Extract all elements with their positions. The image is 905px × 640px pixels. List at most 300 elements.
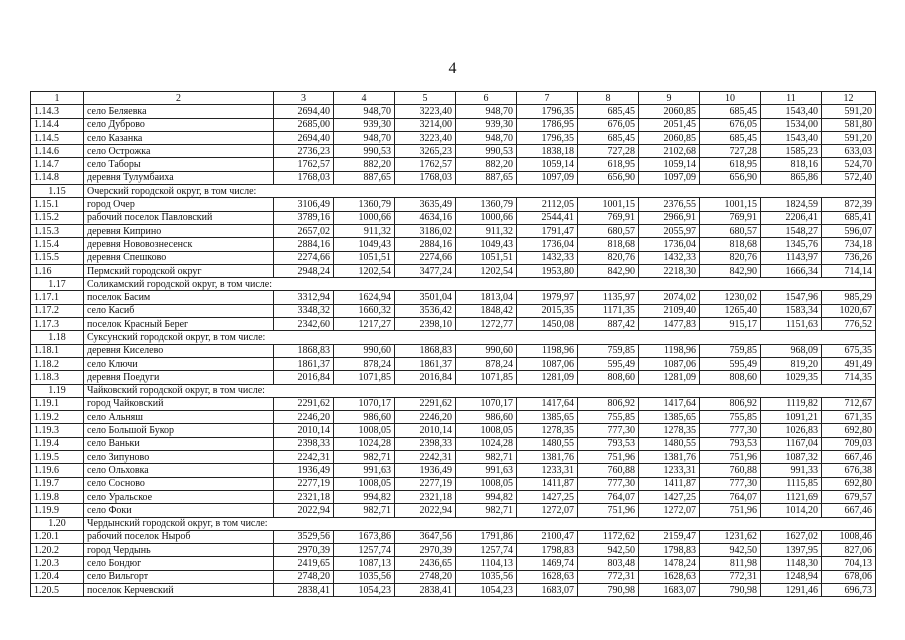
value-cell-col-9: 1628,63: [639, 570, 700, 583]
settlement-name: деревня Спешково: [84, 251, 274, 264]
value-cell-col-7: 1432,33: [517, 251, 578, 264]
value-cell-col-8: 751,96: [578, 451, 639, 464]
value-cell-col-8: 685,45: [578, 105, 639, 118]
section-row: [31, 331, 876, 344]
settlement-name: деревня Киселево: [84, 344, 274, 357]
value-cell-col-8: 818,68: [578, 238, 639, 251]
table-row: [31, 131, 876, 144]
value-cell-col-10: 760,88: [700, 464, 761, 477]
table-row: [31, 264, 876, 277]
value-cell-col-3: 2291,62: [274, 397, 334, 410]
value-cell-col-12: 667,46: [822, 451, 876, 464]
value-cell-col-4: 939,30: [334, 118, 395, 131]
value-cell-col-12: 572,40: [822, 171, 876, 184]
value-cell-col-8: 803,48: [578, 557, 639, 570]
row-code: 1.19.1: [31, 397, 84, 410]
value-cell-col-12: 692,80: [822, 477, 876, 490]
table-row: [31, 105, 876, 118]
value-cell-col-11: 1627,02: [761, 530, 822, 543]
value-cell-col-11: 1583,34: [761, 304, 822, 317]
value-cell-col-12: 736,26: [822, 251, 876, 264]
value-cell-col-5: 2010,14: [395, 424, 456, 437]
value-cell-col-11: 1115,85: [761, 477, 822, 490]
value-cell-col-4: 1008,05: [334, 424, 395, 437]
table-row: [31, 583, 876, 596]
value-cell-col-7: 1411,87: [517, 477, 578, 490]
value-cell-col-6: 1360,79: [456, 198, 517, 211]
value-cell-col-3: 2321,18: [274, 490, 334, 503]
value-cell-col-7: 2015,35: [517, 304, 578, 317]
value-cell-col-3: 2277,19: [274, 477, 334, 490]
table-row: [31, 198, 876, 211]
value-cell-col-5: 3214,00: [395, 118, 456, 131]
value-cell-col-5: 2838,41: [395, 583, 456, 596]
row-code: 1.19.2: [31, 411, 84, 424]
value-cell-col-6: 1035,56: [456, 570, 517, 583]
value-cell-col-8: 676,05: [578, 118, 639, 131]
value-cell-col-9: 1272,07: [639, 504, 700, 517]
value-cell-col-10: 685,45: [700, 131, 761, 144]
value-cell-col-11: 1824,59: [761, 198, 822, 211]
section-row: [31, 185, 876, 198]
value-cell-col-5: 2274,66: [395, 251, 456, 264]
value-cell-col-12: 714,14: [822, 264, 876, 277]
value-cell-col-7: 1786,95: [517, 118, 578, 131]
table-row: [31, 158, 876, 171]
value-cell-col-5: 2022,94: [395, 504, 456, 517]
value-cell-col-11: 1026,83: [761, 424, 822, 437]
settlement-name: село Ваньки: [84, 437, 274, 450]
value-cell-col-11: 819,20: [761, 357, 822, 370]
value-cell-col-3: 2657,02: [274, 224, 334, 237]
value-cell-col-8: 727,28: [578, 145, 639, 158]
row-code: 1.19.7: [31, 477, 84, 490]
value-cell-col-10: 751,96: [700, 504, 761, 517]
settlement-name: село Уральское: [84, 490, 274, 503]
value-cell-col-6: 1257,74: [456, 544, 517, 557]
value-cell-col-12: 985,29: [822, 291, 876, 304]
value-cell-col-11: 968,09: [761, 344, 822, 357]
value-cell-col-9: 1683,07: [639, 583, 700, 596]
value-cell-col-4: 994,82: [334, 490, 395, 503]
value-cell-col-5: 2291,62: [395, 397, 456, 410]
table-row: [31, 530, 876, 543]
row-code: 1.19: [31, 384, 84, 397]
row-code: 1.18.1: [31, 344, 84, 357]
section-name: Соликамский городской округ, в том числе:: [84, 278, 876, 291]
value-cell-col-12: 709,03: [822, 437, 876, 450]
value-cell-col-6: 990,53: [456, 145, 517, 158]
settlement-name: село Большой Букор: [84, 424, 274, 437]
value-cell-col-5: 3186,02: [395, 224, 456, 237]
value-cell-col-11: 1548,27: [761, 224, 822, 237]
value-cell-col-12: 667,46: [822, 504, 876, 517]
value-cell-col-5: 2321,18: [395, 490, 456, 503]
value-cell-col-3: 2748,20: [274, 570, 334, 583]
table-row: [31, 477, 876, 490]
value-cell-col-3: 2242,31: [274, 451, 334, 464]
value-cell-col-3: 2736,23: [274, 145, 334, 158]
value-cell-col-6: 1104,13: [456, 557, 517, 570]
value-cell-col-12: 591,20: [822, 105, 876, 118]
table-row: [31, 570, 876, 583]
table-row: [31, 344, 876, 357]
table-row: [31, 145, 876, 158]
value-cell-col-5: 1768,03: [395, 171, 456, 184]
column-header-7: 7: [517, 92, 578, 105]
value-cell-col-7: 1281,09: [517, 371, 578, 384]
page-number: 4: [448, 60, 457, 77]
value-cell-col-6: 887,65: [456, 171, 517, 184]
value-cell-col-10: 1230,02: [700, 291, 761, 304]
value-cell-col-6: 991,63: [456, 464, 517, 477]
value-cell-col-12: 685,41: [822, 211, 876, 224]
table-row: [31, 318, 876, 331]
value-cell-col-3: 2970,39: [274, 544, 334, 557]
table-row: [31, 464, 876, 477]
value-cell-col-7: 2544,41: [517, 211, 578, 224]
value-cell-col-3: 2948,24: [274, 264, 334, 277]
value-cell-col-10: 618,95: [700, 158, 761, 171]
value-cell-col-10: 1231,62: [700, 530, 761, 543]
value-cell-col-10: 915,17: [700, 318, 761, 331]
value-cell-col-10: 942,50: [700, 544, 761, 557]
value-cell-col-7: 2112,05: [517, 198, 578, 211]
value-cell-col-8: 942,50: [578, 544, 639, 557]
value-cell-col-6: 1202,54: [456, 264, 517, 277]
value-cell-col-5: 3647,56: [395, 530, 456, 543]
value-cell-col-5: 2970,39: [395, 544, 456, 557]
row-code: 1.18: [31, 331, 84, 344]
value-cell-col-7: 1796,35: [517, 131, 578, 144]
column-header-6: 6: [456, 92, 517, 105]
value-cell-col-12: 591,20: [822, 131, 876, 144]
value-cell-col-6: 1070,17: [456, 397, 517, 410]
value-cell-col-8: 755,85: [578, 411, 639, 424]
value-cell-col-12: 1020,67: [822, 304, 876, 317]
value-cell-col-3: 2274,66: [274, 251, 334, 264]
value-cell-col-6: 1049,43: [456, 238, 517, 251]
value-cell-col-3: 1762,57: [274, 158, 334, 171]
section-name: Чайковский городской округ, в том числе:: [84, 384, 876, 397]
settlement-name: село Острожка: [84, 145, 274, 158]
value-cell-col-7: 1838,18: [517, 145, 578, 158]
value-cell-col-5: 1762,57: [395, 158, 456, 171]
value-cell-col-4: 1008,05: [334, 477, 395, 490]
tariff-table: [30, 91, 876, 597]
settlement-name: деревня Поедуги: [84, 371, 274, 384]
value-cell-col-7: 1480,55: [517, 437, 578, 450]
table-row: [31, 291, 876, 304]
value-cell-col-4: 887,65: [334, 171, 395, 184]
value-cell-col-4: 1024,28: [334, 437, 395, 450]
value-cell-col-8: 1135,97: [578, 291, 639, 304]
settlement-name: село Касиб: [84, 304, 274, 317]
value-cell-col-7: 1791,47: [517, 224, 578, 237]
value-cell-col-7: 1683,07: [517, 583, 578, 596]
value-cell-col-9: 1480,55: [639, 437, 700, 450]
row-code: 1.15.2: [31, 211, 84, 224]
settlement-name: село Сосново: [84, 477, 274, 490]
value-cell-col-3: 1868,83: [274, 344, 334, 357]
section-name: Суксунский городской округ, в том числе:: [84, 331, 876, 344]
value-cell-col-7: 1628,63: [517, 570, 578, 583]
row-code: 1.20.1: [31, 530, 84, 543]
value-cell-col-3: 3789,16: [274, 211, 334, 224]
value-cell-col-4: 878,24: [334, 357, 395, 370]
row-code: 1.18.2: [31, 357, 84, 370]
value-cell-col-10: 1265,40: [700, 304, 761, 317]
value-cell-col-7: 1381,76: [517, 451, 578, 464]
value-cell-col-5: 2884,16: [395, 238, 456, 251]
value-cell-col-12: 704,13: [822, 557, 876, 570]
value-cell-col-6: 1000,66: [456, 211, 517, 224]
value-cell-col-4: 1257,74: [334, 544, 395, 557]
settlement-name: рабочий поселок Ныроб: [84, 530, 274, 543]
table-row: [31, 304, 876, 317]
value-cell-col-4: 990,53: [334, 145, 395, 158]
value-cell-col-3: 1861,37: [274, 357, 334, 370]
row-code: 1.14.4: [31, 118, 84, 131]
value-cell-col-7: 1059,14: [517, 158, 578, 171]
value-cell-col-11: 1345,76: [761, 238, 822, 251]
table-row: [31, 504, 876, 517]
value-cell-col-9: 2055,97: [639, 224, 700, 237]
value-cell-col-6: 948,70: [456, 105, 517, 118]
row-code: 1.19.8: [31, 490, 84, 503]
value-cell-col-3: 2246,20: [274, 411, 334, 424]
value-cell-col-6: 1791,86: [456, 530, 517, 543]
value-cell-col-9: 2102,68: [639, 145, 700, 158]
value-cell-col-3: 2884,16: [274, 238, 334, 251]
value-cell-col-8: 769,91: [578, 211, 639, 224]
value-cell-col-5: 1868,83: [395, 344, 456, 357]
value-cell-col-8: 685,45: [578, 131, 639, 144]
value-cell-col-11: 991,33: [761, 464, 822, 477]
value-cell-col-5: 3265,23: [395, 145, 456, 158]
value-cell-col-10: 818,68: [700, 238, 761, 251]
settlement-name: село Фоки: [84, 504, 274, 517]
value-cell-col-8: 806,92: [578, 397, 639, 410]
value-cell-col-8: 842,90: [578, 264, 639, 277]
value-cell-col-12: 776,52: [822, 318, 876, 331]
value-cell-col-12: 596,07: [822, 224, 876, 237]
table-row: [31, 238, 876, 251]
value-cell-col-4: 1051,51: [334, 251, 395, 264]
section-name: Очерский городской округ, в том числе:: [84, 185, 876, 198]
value-cell-col-10: 685,45: [700, 105, 761, 118]
value-cell-col-7: 1979,97: [517, 291, 578, 304]
settlement-name: деревня Тулумбаиха: [84, 171, 274, 184]
settlement-name: город Чайковский: [84, 397, 274, 410]
row-code: 1.17.1: [31, 291, 84, 304]
value-cell-col-9: 1385,65: [639, 411, 700, 424]
value-cell-col-4: 1049,43: [334, 238, 395, 251]
value-cell-col-10: 811,98: [700, 557, 761, 570]
value-cell-col-8: 1171,35: [578, 304, 639, 317]
value-cell-col-11: 1119,82: [761, 397, 822, 410]
row-code: 1.14.3: [31, 105, 84, 118]
value-cell-col-8: 656,90: [578, 171, 639, 184]
row-code: 1.19.4: [31, 437, 84, 450]
value-cell-col-5: 3635,49: [395, 198, 456, 211]
column-header-12: 12: [822, 92, 876, 105]
value-cell-col-9: 1427,25: [639, 490, 700, 503]
value-cell-col-10: 755,85: [700, 411, 761, 424]
row-code: 1.20.3: [31, 557, 84, 570]
row-code: 1.20: [31, 517, 84, 530]
settlement-name: село Беляевка: [84, 105, 274, 118]
column-header-10: 10: [700, 92, 761, 105]
value-cell-col-3: 1768,03: [274, 171, 334, 184]
value-cell-col-9: 2074,02: [639, 291, 700, 304]
value-cell-col-5: 2242,31: [395, 451, 456, 464]
value-cell-col-4: 1035,56: [334, 570, 395, 583]
value-cell-col-7: 1087,06: [517, 357, 578, 370]
row-code: 1.20.2: [31, 544, 84, 557]
settlement-name: село Казанка: [84, 131, 274, 144]
value-cell-col-6: 1813,04: [456, 291, 517, 304]
value-cell-col-8: 764,07: [578, 490, 639, 503]
row-code: 1.14.7: [31, 158, 84, 171]
table-row: [31, 357, 876, 370]
value-cell-col-8: 618,95: [578, 158, 639, 171]
value-cell-col-12: 679,57: [822, 490, 876, 503]
value-cell-col-9: 1381,76: [639, 451, 700, 464]
value-cell-col-11: 1543,40: [761, 131, 822, 144]
value-cell-col-12: 676,38: [822, 464, 876, 477]
value-cell-col-11: 1585,23: [761, 145, 822, 158]
value-cell-col-6: 1008,05: [456, 424, 517, 437]
settlement-name: рабочий поселок Павловский: [84, 211, 274, 224]
value-cell-col-9: 2966,91: [639, 211, 700, 224]
value-cell-col-9: 1233,31: [639, 464, 700, 477]
value-cell-col-8: 777,30: [578, 424, 639, 437]
value-cell-col-7: 1736,04: [517, 238, 578, 251]
settlement-name: село Зипуново: [84, 451, 274, 464]
row-code: 1.15.3: [31, 224, 84, 237]
value-cell-col-9: 2060,85: [639, 105, 700, 118]
value-cell-col-12: 491,49: [822, 357, 876, 370]
table-row: [31, 371, 876, 384]
table-row: [31, 490, 876, 503]
value-cell-col-9: 1087,06: [639, 357, 700, 370]
value-cell-col-4: 948,70: [334, 131, 395, 144]
value-cell-col-10: 1001,15: [700, 198, 761, 211]
settlement-name: село Дуброво: [84, 118, 274, 131]
value-cell-col-12: 671,35: [822, 411, 876, 424]
value-cell-col-10: 676,05: [700, 118, 761, 131]
value-cell-col-8: 759,85: [578, 344, 639, 357]
value-cell-col-8: 595,49: [578, 357, 639, 370]
value-cell-col-11: 1534,00: [761, 118, 822, 131]
value-cell-col-4: 1087,13: [334, 557, 395, 570]
value-cell-col-11: 1151,63: [761, 318, 822, 331]
value-cell-col-11: 1143,97: [761, 251, 822, 264]
value-cell-col-4: 1360,79: [334, 198, 395, 211]
value-cell-col-8: 680,57: [578, 224, 639, 237]
value-cell-col-9: 1432,33: [639, 251, 700, 264]
column-header-1: 1: [31, 92, 84, 105]
value-cell-col-11: 1091,21: [761, 411, 822, 424]
row-code: 1.17.3: [31, 318, 84, 331]
value-cell-col-10: 808,60: [700, 371, 761, 384]
value-cell-col-4: 986,60: [334, 411, 395, 424]
settlement-name: село Вильгорт: [84, 570, 274, 583]
table-row: [31, 251, 876, 264]
value-cell-col-7: 1233,31: [517, 464, 578, 477]
value-cell-col-3: 2010,14: [274, 424, 334, 437]
row-code: 1.17.2: [31, 304, 84, 317]
value-cell-col-9: 1059,14: [639, 158, 700, 171]
value-cell-col-6: 1051,51: [456, 251, 517, 264]
value-cell-col-5: 2398,33: [395, 437, 456, 450]
value-cell-col-3: 1936,49: [274, 464, 334, 477]
value-cell-col-8: 1172,62: [578, 530, 639, 543]
value-cell-col-3: 2694,40: [274, 105, 334, 118]
value-cell-col-3: 3106,49: [274, 198, 334, 211]
value-cell-col-9: 2109,40: [639, 304, 700, 317]
value-cell-col-3: 3348,32: [274, 304, 334, 317]
section-name: Чердынский городской округ, в том числе:: [84, 517, 876, 530]
row-code: 1.14.6: [31, 145, 84, 158]
value-cell-col-3: 2685,00: [274, 118, 334, 131]
table-body: [31, 92, 876, 597]
value-cell-col-9: 2376,55: [639, 198, 700, 211]
table-row: [31, 118, 876, 131]
value-cell-col-4: 1054,23: [334, 583, 395, 596]
value-cell-col-8: 808,60: [578, 371, 639, 384]
value-cell-col-11: 1014,20: [761, 504, 822, 517]
value-cell-col-3: 3312,94: [274, 291, 334, 304]
value-cell-col-5: 3223,40: [395, 131, 456, 144]
row-code: 1.18.3: [31, 371, 84, 384]
value-cell-col-9: 1478,24: [639, 557, 700, 570]
value-cell-col-7: 1278,35: [517, 424, 578, 437]
value-cell-col-9: 1278,35: [639, 424, 700, 437]
value-cell-col-12: 678,06: [822, 570, 876, 583]
value-cell-col-11: 1148,30: [761, 557, 822, 570]
row-code: 1.20.5: [31, 583, 84, 596]
value-cell-col-5: 2246,20: [395, 411, 456, 424]
value-cell-col-10: 680,57: [700, 224, 761, 237]
value-cell-col-6: 982,71: [456, 504, 517, 517]
value-cell-col-6: 986,60: [456, 411, 517, 424]
value-cell-col-8: 793,53: [578, 437, 639, 450]
value-cell-col-3: 2838,41: [274, 583, 334, 596]
value-cell-col-6: 1054,23: [456, 583, 517, 596]
value-cell-col-8: 790,98: [578, 583, 639, 596]
value-cell-col-11: 1547,96: [761, 291, 822, 304]
value-cell-col-10: 806,92: [700, 397, 761, 410]
row-code: 1.19.6: [31, 464, 84, 477]
value-cell-col-12: 714,35: [822, 371, 876, 384]
value-cell-col-4: 1673,86: [334, 530, 395, 543]
table-row: [31, 397, 876, 410]
column-header-4: 4: [334, 92, 395, 105]
value-cell-col-4: 1071,85: [334, 371, 395, 384]
value-cell-col-4: 982,71: [334, 451, 395, 464]
value-cell-col-7: 1427,25: [517, 490, 578, 503]
column-header-5: 5: [395, 92, 456, 105]
value-cell-col-11: 1029,35: [761, 371, 822, 384]
value-cell-col-8: 751,96: [578, 504, 639, 517]
value-cell-col-4: 991,63: [334, 464, 395, 477]
settlement-name: поселок Красный Берег: [84, 318, 274, 331]
value-cell-col-4: 1070,17: [334, 397, 395, 410]
value-cell-col-5: 3536,42: [395, 304, 456, 317]
value-cell-col-3: 3529,56: [274, 530, 334, 543]
